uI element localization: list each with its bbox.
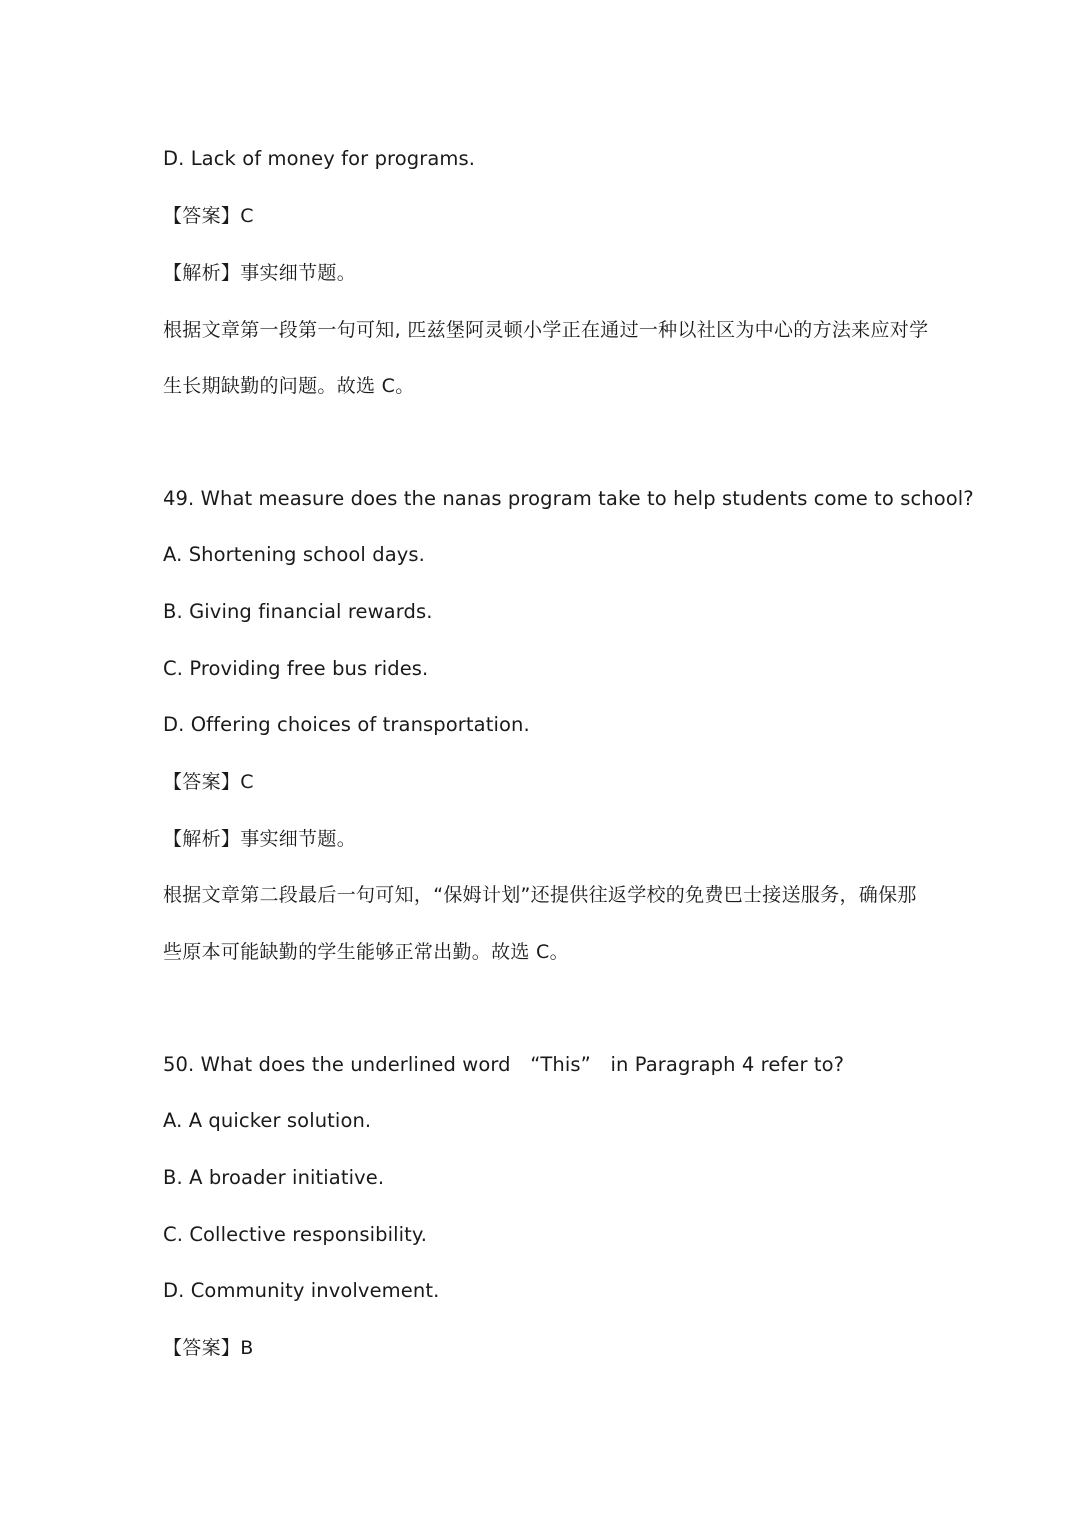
q49-option-c: C. Providing free bus rides.: [163, 657, 429, 680]
q49-explanation-line-1: 根据文章第二段最后一句可知，“保姆计划”还提供往返学校的免费巴士接送服务，确保那: [163, 884, 917, 906]
q50-option-a: A. A quicker solution.: [163, 1109, 372, 1132]
q48-explanation-line-1: 根据文章第一段第一句可知, 匹兹堡阿灵顿小学正在通过一种以社区为中心的方法来应对学: [163, 319, 929, 341]
q48-explanation-line-2: 生长期缺勤的问题。故选 C。: [163, 375, 415, 397]
q48-answer: 【答案】C: [163, 205, 254, 227]
q49-answer: 【答案】C: [163, 771, 254, 793]
q49-option-d: D. Offering choices of transportation.: [163, 713, 530, 736]
q49-analysis-label: 【解析】事实细节题。: [163, 828, 357, 850]
q49-question: 49. What measure does the nanas program take to help students come to school?: [163, 487, 974, 510]
q49-option-b: B. Giving financial rewards.: [163, 600, 433, 623]
q50-option-c: C. Collective responsibility.: [163, 1223, 428, 1246]
q50-option-b: B. A broader initiative.: [163, 1166, 385, 1189]
q49-option-a: A. Shortening school days.: [163, 543, 425, 566]
q50-question: 50. What does the underlined word “This” in Paragraph 4 refer to?: [163, 1053, 845, 1076]
q50-option-d: D. Community involvement.: [163, 1279, 440, 1302]
q48-option-d: D. Lack of money for programs.: [163, 147, 476, 170]
q50-answer: 【答案】B: [163, 1337, 254, 1359]
q48-analysis-label: 【解析】事实细节题。: [163, 262, 357, 284]
q49-explanation-line-2: 些原本可能缺勤的学生能够正常出勤。故选 C。: [163, 941, 569, 963]
